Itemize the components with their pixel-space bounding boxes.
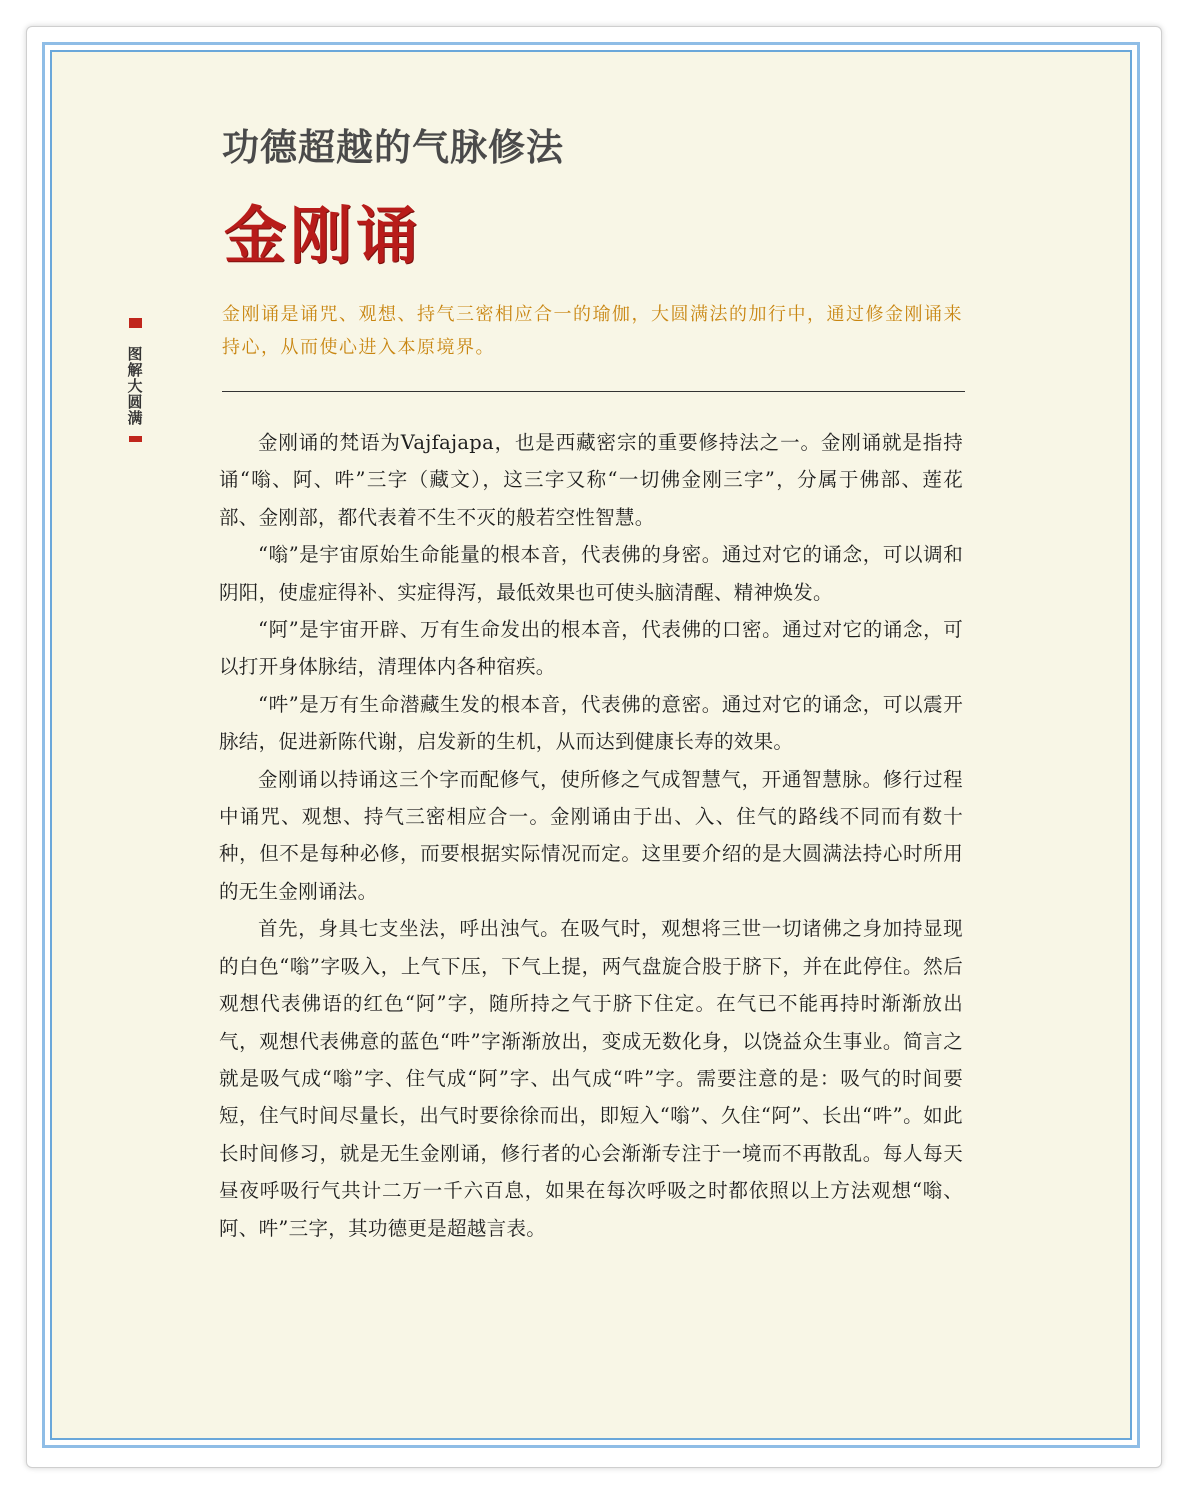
paragraph: 首先，身具七支坐法，呼出浊气。在吸气时，观想将三世一切诸佛之身加持显现的白色“嗡”字吸入，上气下压，下气上提，两气盘旋合股于脐下，并在此停住。然后观想代表佛语的红色“阿”字，随所持之气于脐下住定。在气已不能再持时渐渐放出气，观想代表佛意的蓝色“吽”字渐渐放出，变成无数化身，以饶益众生事业。简言之就是吸气成“嗡”字、住气成“阿”字、出气成“吽”字。需要注意的是：吸气的时间要短，住气时间尽量长，出气时要徐徐而出，即短入“嗡”、久住“阿”、长出“吽”。如此长时间修习，就是无生金刚诵，修行者的心会渐渐专注于一境而不再散乱。每人每天昼夜呼吸行气共计二万一千六百息，如果在每次呼吸之时都依照以上方法观想“嗡、阿、吽”三字，其功德更是超越言表。 — [219, 917, 963, 1240]
paragraph: “阿”是宇宙开辟、万有生命发出的根本音，代表佛的口密。通过对它的诵念，可以打开身体脉结，清理体内各种宿疾。 — [219, 618, 963, 679]
body-text — [219, 424, 963, 1247]
divider-rule — [222, 391, 965, 392]
tab-marker-bottom — [129, 436, 142, 442]
side-tab — [125, 318, 145, 442]
paragraph: 金刚诵的梵语为Vajfajapa，也是西藏密宗的重要修持法之一。金刚诵就是指持诵“嗡、阿、吽”三字（藏文），这三字又称“一切佛金刚三字”，分属于佛部、莲花部、金刚部，都代表着不生不灭的般若空性智慧。 — [219, 431, 963, 529]
lead-paragraph: 金刚诵是诵咒、观想、持气三密相应合一的瑜伽，大圆满法的加行中，通过修金刚诵来持心，从而使心进入本原境界。 — [222, 304, 963, 358]
paragraph: “吽”是万有生命潜藏生发的根本音，代表佛的意密。通过对它的诵念，可以震开脉结，促进新陈代谢，启发新的生机，从而达到健康长寿的效果。 — [219, 692, 963, 754]
paragraph: “嗡”是宇宙原始生命能量的根本音，代表佛的身密。通过对它的诵念，可以调和阴阳，使虚症得补、实症得泻，最低效果也可使头脑清醒、精神焕发。 — [219, 543, 963, 604]
main-title: 金刚诵 — [224, 199, 423, 272]
section-title: 功德超越的气脉修法 — [222, 126, 564, 169]
paragraph: 金刚诵以持诵这三个字而配修气，使所修之气成智慧气，开通智慧脉。修行过程中诵咒、观想、持气三密相应合一。金刚诵由于出、入、住气的路线不同而有数十种，但不是每种必修，而要根据实际情况而定。这里要介绍的是大圆满法持心时所用的无生金刚诵法。 — [219, 767, 963, 903]
side-tab-label: 图解大圆满 — [125, 346, 144, 426]
tab-marker-top — [129, 318, 142, 328]
